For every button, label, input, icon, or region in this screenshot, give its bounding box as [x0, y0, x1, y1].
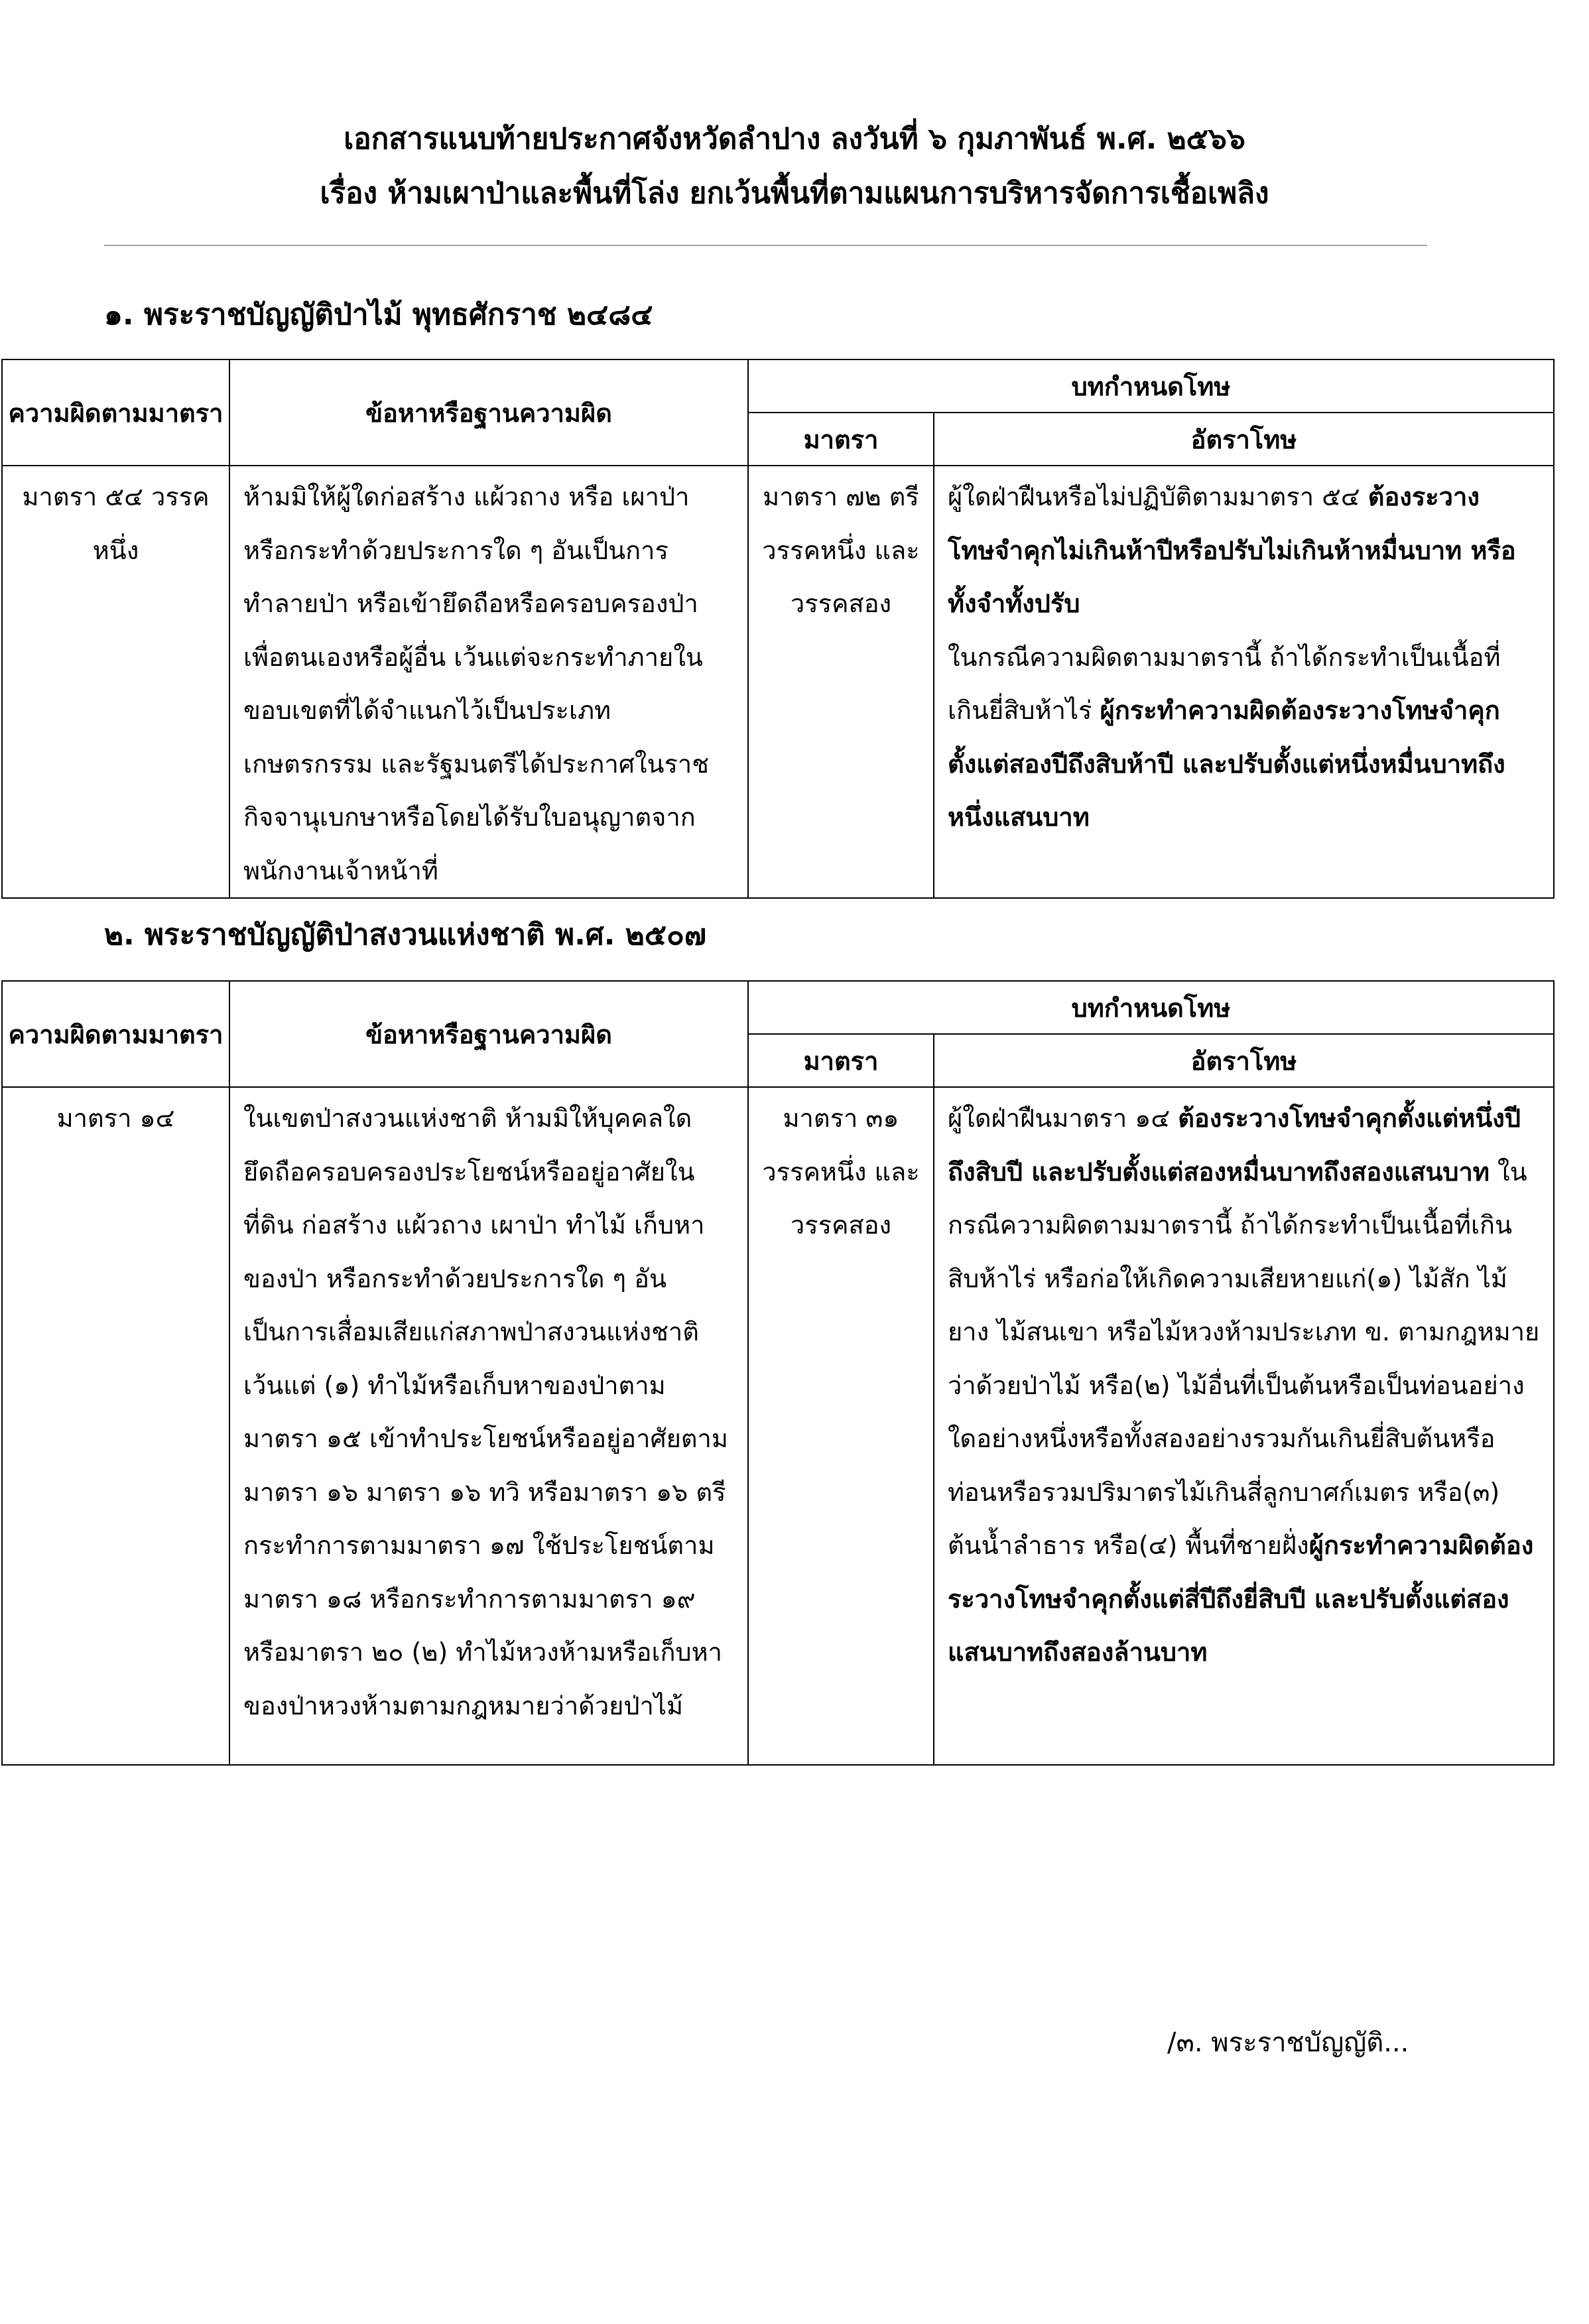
header-line-2: เรื่อง ห้ามเผาป่าและพื้นที่โล่ง ยกเว้นพื้นที่ตามแผนการบริหารจัดการเชื้อเพลิง: [320, 176, 1269, 210]
col-header-penalty-section: มาตรา: [748, 1034, 934, 1087]
col-header-penalty-group: บทกำหนดโทษ: [748, 981, 1554, 1034]
col-header-section: ความผิดตามมาตรา: [2, 359, 229, 466]
col-header-charge: ข้อหาหรือฐานความผิด: [229, 981, 748, 1087]
penalty-section: มาตรา ๗๒ ตรี วรรคหนึ่ง และ วรรคสอง: [762, 482, 920, 618]
penalty-text-bold: ต้องระวางโทษจำคุกไม่เกินห้าปีหรือปรับไม่เกินห้าหมื่นบาท หรือทั้งจำทั้งปรับ: [948, 482, 1516, 618]
penalty-text: ในกรณีความผิดตามมาตรานี้ ถ้าได้กระทำเป็นเนื้อที่เกินสิบห้าไร่ หรือก่อให้เกิดความเสียหายแก่(๑) ไม้สัก ไม้ยาง ไม้สนเขา หรือไม้หวงห้ามประเภท ข. ตามกฎหมายว่าด้วยป่าไม้ หรือ(๒) ไม้อื่นที่เป็นต้นหรือเป็นท่อนอย่างใดอย่างหนึ่งหรือทั้งสองอย่างรวมกันเกินยี่สิบต้นหรือท่อนหรือรวมปริมาตรไม้เกินสี่ลูกบาศก์เมตร หรือ(๓) ต้นน้ำลำธาร หรือ(๔) พื้นที่ชายฝั่ง: [948, 1157, 1540, 1560]
penalty-text-bold: ต้องระวางโทษจำคุกตั้งแต่หนึ่งปีถึงสิบปี และปรับตั้งแต่สองหมื่นบาทถึงสองแสนบาท: [948, 1104, 1521, 1187]
page-continuation: /๓. พระราชบัญญัติ...: [1167, 2028, 1409, 2058]
col-header-section: ความผิดตามมาตรา: [2, 981, 229, 1087]
section-1-table: [1, 359, 1555, 899]
penalty-text-bold: ผู้กระทำความผิดต้องระวางโทษจำคุกตั้งแต่สี่ปีถึงยี่สิบปี และปรับตั้งแต่สองแสนบาทถึงสองล้านบาท: [948, 1531, 1534, 1667]
penalty-rate: [934, 466, 1553, 844]
offense-charge: ห้ามมิให้ผู้ใดก่อสร้าง แผ้วถาง หรือ เผาป่า หรือกระทำด้วยประการใด ๆ อันเป็นการทำลายป่า หรือเข้ายึดถือหรือครอบครองป่าเพื่อตนเองหรือผู้อื่น เว้นแต่จะกระทำภายในขอบเขตที่ได้จำแนกไว้เป็นประเภทเกษตรกรรม และรัฐมนตรีได้ประกาศในราชกิจจานุเบกษาหรือโดยได้รับใบอนุญาตจากพนักงานเจ้าหน้าที่: [243, 482, 710, 885]
offense-charge: ในเขตป่าสงวนแห่งชาติ ห้ามมิให้บุคคลใดยึดถือครอบครองประโยชน์หรืออยู่อาศัยในที่ดิน ก่อสร้าง แผ้วถาง เผาป่า ทำไม้ เก็บหาของป่า หรือกระทำด้วยประการใด ๆ อันเป็นการเสื่อมเสียแก่สภาพป่าสงวนแห่งชาติ เว้นแต่ (๑) ทำไม้หรือเก็บหาของป่าตามมาตรา ๑๕ เข้าทำประโยชน์หรืออยู่อาศัยตามมาตรา ๑๖ มาตรา ๑๖ ทวิ หรือมาตรา ๑๖ ตรี กระทำการตามมาตรา ๑๗ ใช้ประโยชน์ตามมาตรา ๑๘ หรือกระทำการตามมาตรา ๑๙ หรือมาตรา ๒๐ (๒) ทำไม้หวงห้ามหรือเก็บหาของป่าหวงห้ามตามกฎหมายว่าด้วยป่าไม้: [243, 1104, 728, 1720]
section-2-title: ๒. พระราชบัญญัติป่าสงวนแห่งชาติ พ.ศ. ๒๕๐๗: [104, 918, 706, 952]
header-divider: [104, 245, 1427, 246]
col-header-penalty-section: มาตรา: [748, 413, 934, 466]
col-header-penalty-rate: อัตราโทษ: [934, 413, 1554, 466]
penalty-text-bold: ผู้กระทำความผิดต้องระวางโทษจำคุกตั้งแต่สองปีถึงสิบห้าปี และปรับตั้งแต่หนึ่งหมื่นบาทถึงหนึ่งแสนบาท: [948, 696, 1505, 832]
section-2-table: [1, 980, 1555, 1766]
section-1-title: ๑. พระราชบัญญัติป่าไม้ พุทธศักราช ๒๔๘๔: [104, 298, 653, 332]
col-header-penalty-rate: อัตราโทษ: [934, 1034, 1554, 1087]
penalty-rate: [934, 1088, 1553, 1679]
header-line-1: เอกสารแนบท้ายประกาศจังหวัดลำปาง ลงวันที่ ๖ กุมภาพันธ์ พ.ศ. ๒๕๖๖: [344, 122, 1245, 156]
penalty-text: ผู้ใดฝ่าฝืนหรือไม่ปฏิบัติตามมาตรา ๕๔: [948, 482, 1368, 511]
offense-section: มาตรา ๑๔: [56, 1104, 175, 1133]
col-header-penalty-group: บทกำหนดโทษ: [748, 359, 1554, 413]
penalty-section: มาตรา ๓๑ วรรคหนึ่ง และวรรคสอง: [762, 1104, 920, 1240]
penalty-text: ผู้ใดฝ่าฝืนมาตรา ๑๔: [948, 1104, 1178, 1133]
table-row: [2, 466, 1554, 898]
offense-section: มาตรา ๕๔ วรรคหนึ่ง: [22, 482, 210, 565]
col-header-charge: ข้อหาหรือฐานความผิด: [229, 359, 748, 466]
table-row: [2, 1087, 1554, 1765]
penalty-text: ในกรณีความผิดตามมาตรานี้ ถ้าได้กระทำเป็นเนื้อที่เกินยี่สิบห้าไร่: [948, 642, 1501, 725]
